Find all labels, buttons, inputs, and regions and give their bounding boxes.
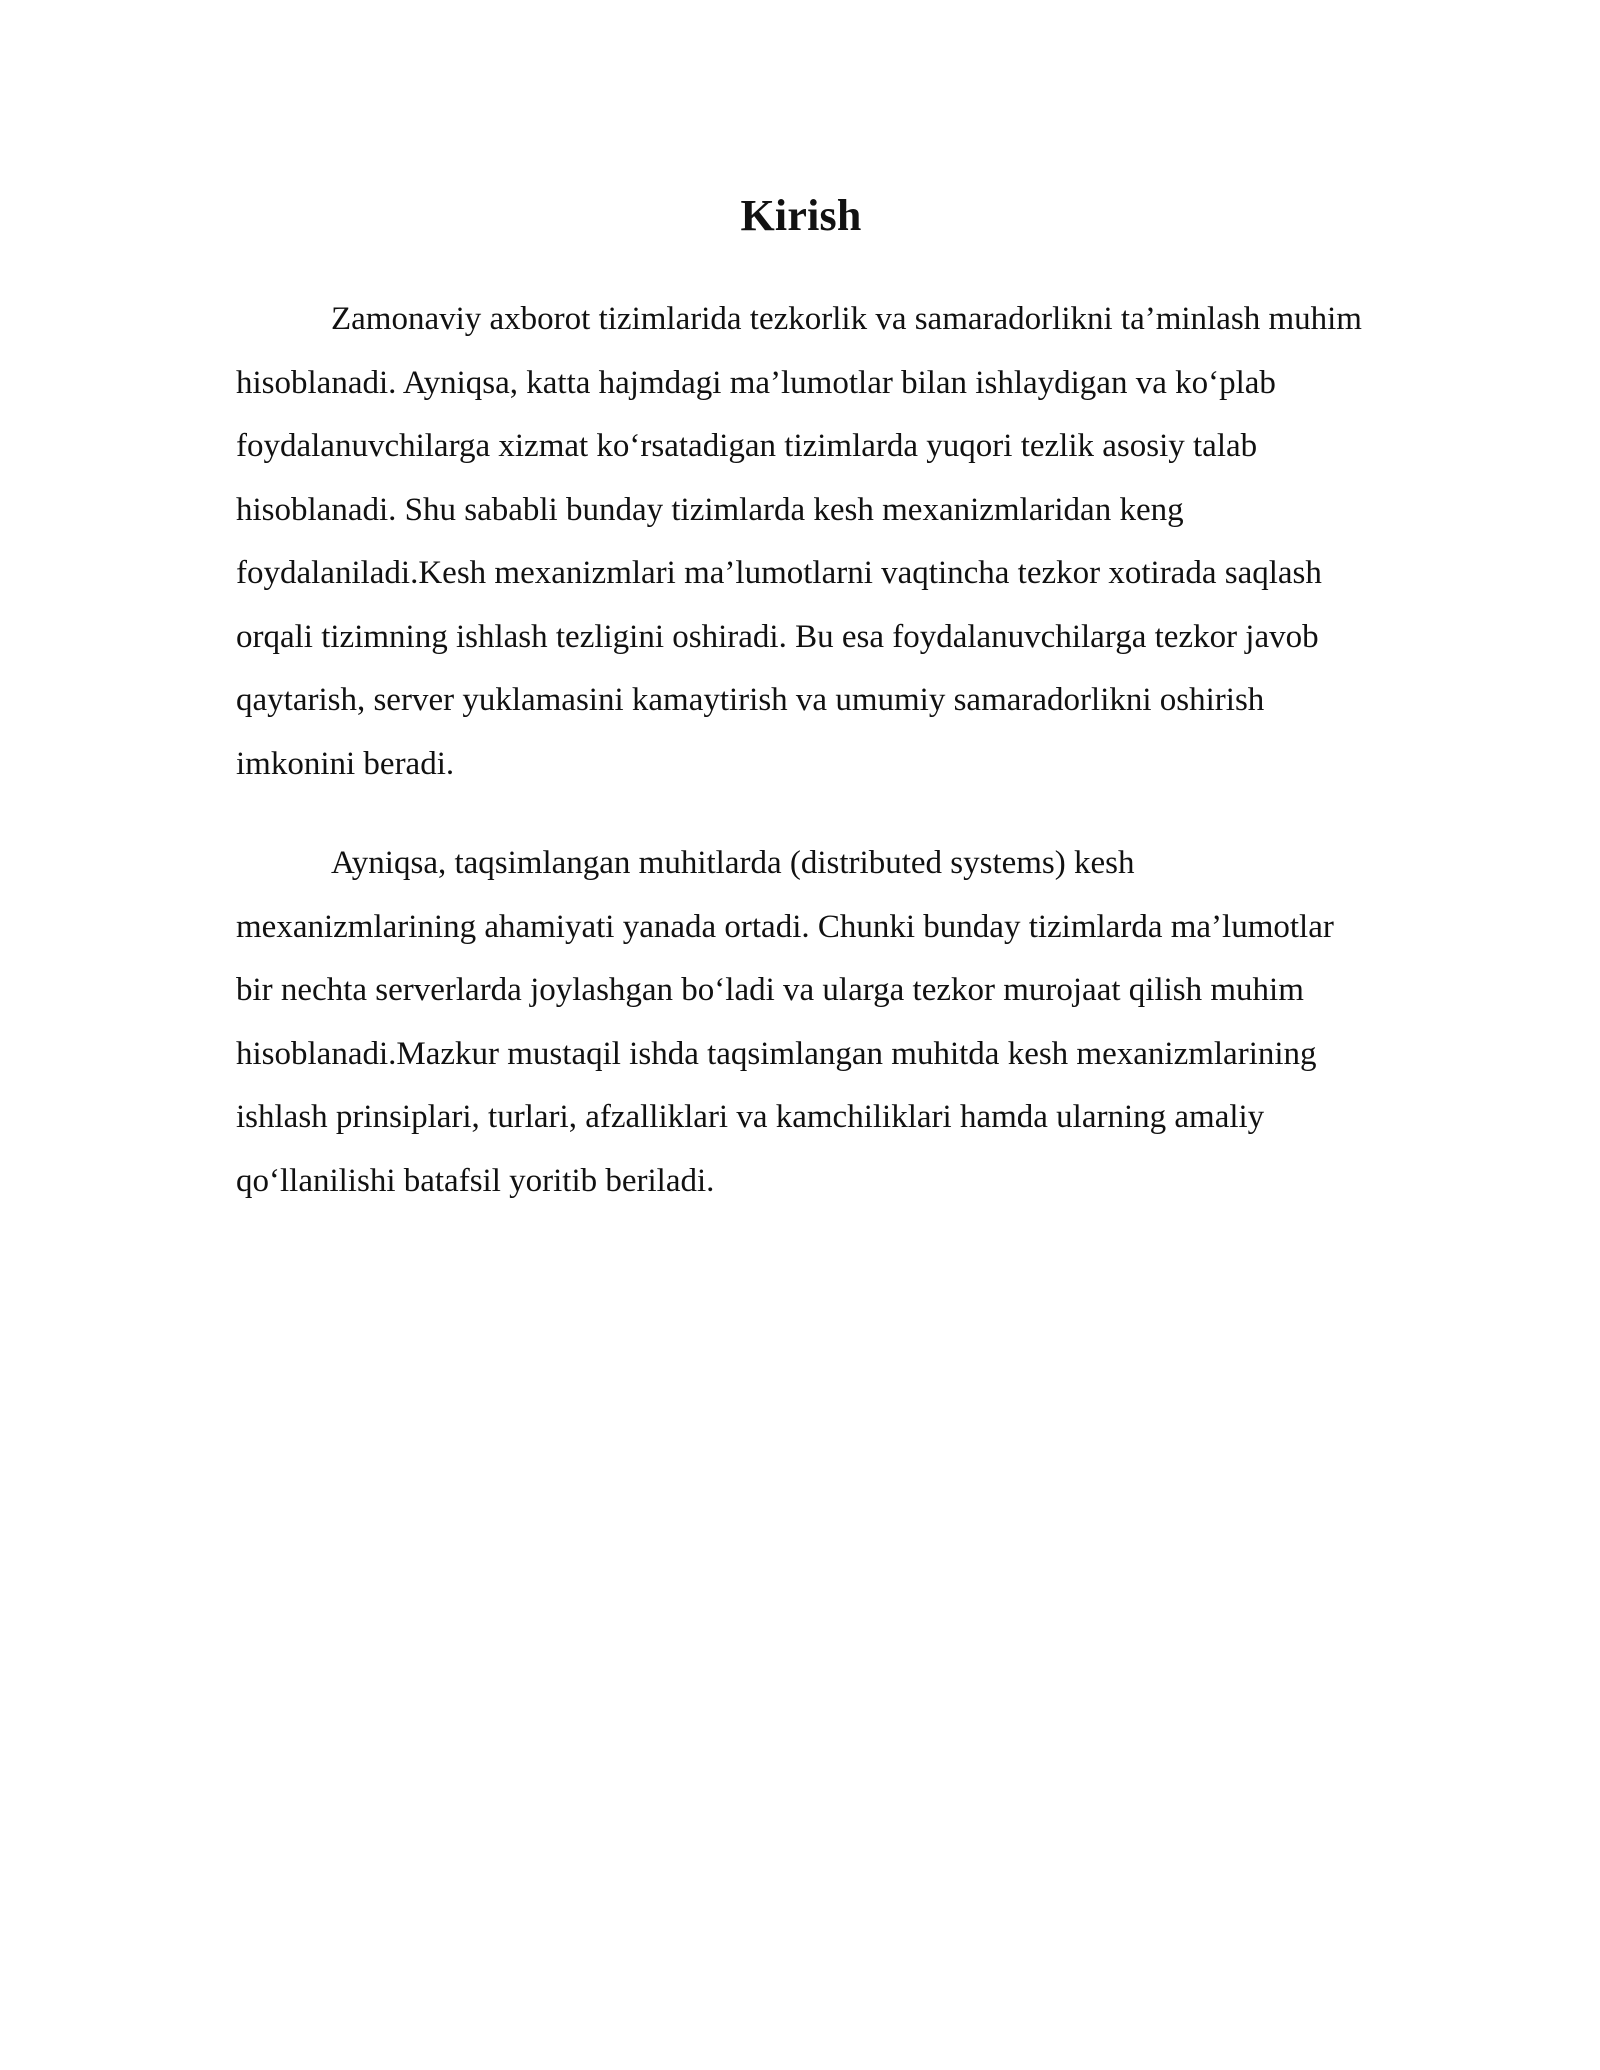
paragraph-introduction: Zamonaviy axborot tizimlarida tezkorlik va samaradorlikni ta’minlash muhim hisoblanadi. Ayniqsa, katta hajmdagi ma’lumotlar bilan ishlaydigan va ko‘plab foydalanuvchilarga xizmat ko‘rsatadigan tizimlarda yuqori tezlik asosiy talab hisoblanadi. Shu sababli bunday tizimlarda kesh mexanizmlaridan keng foydalaniladi.Kesh mexanizmlari ma’lumotlarni vaqtincha tezkor xotirada saqlash orqali tizimning ishlash tezligini oshiradi. Bu esa foydalanuvchilarga tezkor javob qaytarish, server yuklamasini kamaytirish va umumiy samaradorlikni oshirish imkonini beradi. (236, 301, 1362, 782)
paragraph-distributed-systems: Ayniqsa, taqsimlangan muhitlarda (distributed systems) kesh mexanizmlarining ahamiyati yanada ortadi. Chunki bunday tizimlarda ma’lumotlar bir nechta serverlarda joylashgan bo‘ladi va ularga tezkor murojaat qilish muhim hisoblanadi.Mazkur mustaqil ishda taqsimlangan muhitda kesh mexanizmlarining ishlash prinsiplari, turlari, afzalliklari va kamchiliklari hamda ularning amaliy qo‘llanilishi batafsil yoritib beriladi. (236, 845, 1334, 1199)
document-body (236, 186, 1366, 1213)
page-title: Kirish (740, 191, 862, 240)
